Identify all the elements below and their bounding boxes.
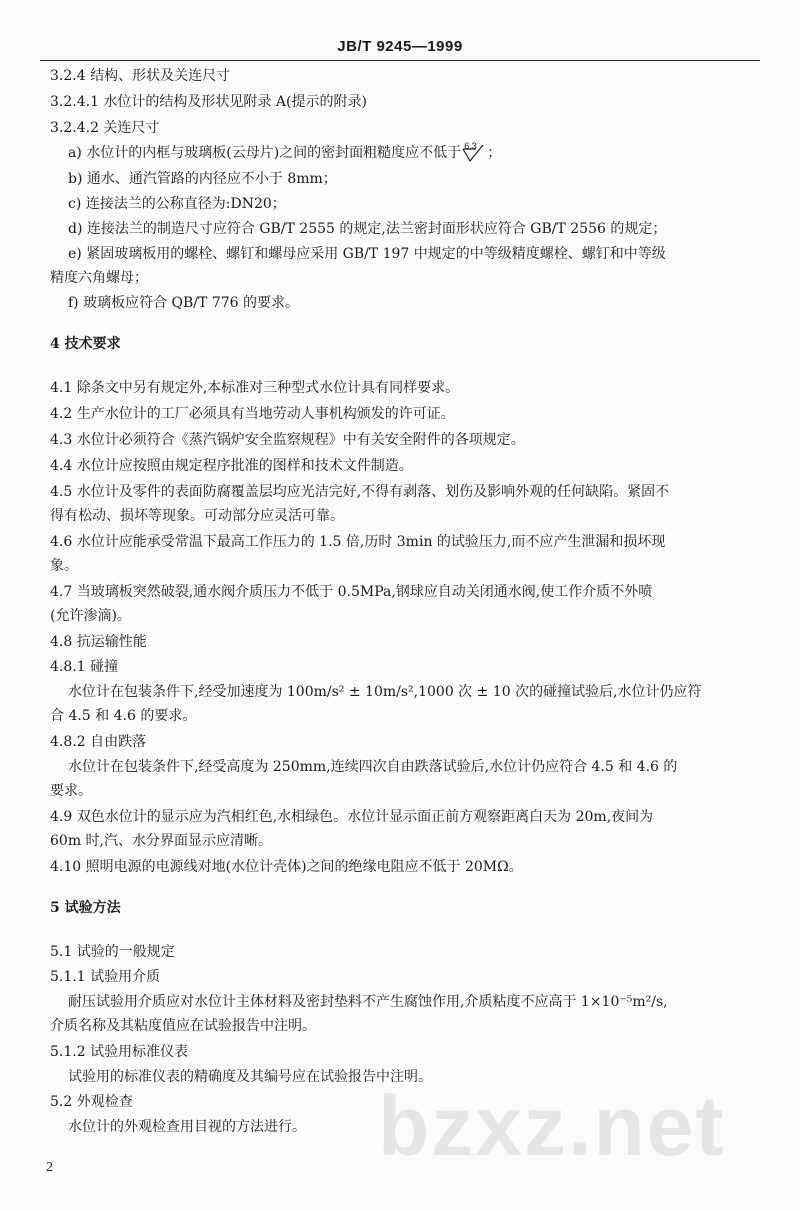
section-heading: 4 技术要求 [50,336,121,352]
text-line: 3.2.4.2 关连尺寸 [50,120,160,136]
text-line: f) 玻璃板应符合 QB/T 776 的要求。 [68,295,299,311]
text-line: 5.1.1 试验用介质 [50,969,161,985]
text-line: 4.10 照明电源的电源线对地(水位计壳体)之间的绝缘电阻应不低于 20MΩ。 [50,859,523,875]
roughness-value: 6.3 [464,141,477,151]
text-line: 4.9 双色水位计的显示应为汽相红色,水相绿色。水位计显示面正前方观察距离白天为 20m,夜间为 [50,809,654,825]
text-line: 精度六角螺母； [50,270,148,286]
text-line: 合 4.5 和 4.6 的要求。 [50,708,197,724]
text-line-part: ； [487,145,502,161]
text-line: 介质名称及其粘度值应在试验报告中注明。 [50,1018,316,1034]
text-line: 水位计的外观检查用目视的方法进行。 [68,1119,306,1135]
text-line-part: a) 水位计的内框与玻璃板(云母片)之间的密封面粗糙度应不低于 [68,145,462,161]
text-line: 水位计在包装条件下,经受高度为 250mm,连续四次自由跌落试验后,水位计仍应符合 4.5 和 4.6 的 [68,759,678,775]
text-line: b) 通水、通汽管路的内径应不小于 8mm； [68,171,337,187]
text-line: 4.2 生产水位计的工厂必须具有当地劳动人事机构颁发的许可证。 [50,406,455,422]
text-line: d) 连接法兰的制造尺寸应符合 GB/T 2555 的规定,法兰密封面形状应符合 GB/T 2556 的规定； [68,221,667,237]
text-line: e) 紧固玻璃板用的螺栓、螺钉和螺母应采用 GB/T 197 中规定的中等级精度螺栓、螺钉和中等级 [68,246,666,262]
text-line: c) 连接法兰的公称直径为:DN20； [68,196,286,212]
text-line: 4.5 水位计及零件的表面防腐覆盖层均应光洁完好,不得有剥落、划伤及影响外观的任何缺陷。紧固不 [50,484,670,500]
text-line: 4.6 水位计应能承受常温下最高工作压力的 1.5 倍,历时 3min 的试验压力,而不应产生泄漏和损坏现 [50,534,666,550]
text-line: 4.8.1 碰撞 [50,659,119,675]
text-line: 试验用的标准仪表的精确度及其编号应在试验报告中注明。 [68,1069,432,1085]
text-line: 60m 时,汽、水分界面显示应清晰。 [50,833,272,849]
text-line: (允许渗滴)。 [50,608,131,624]
text-line: 要求。 [50,783,92,799]
text-line: 4.7 当玻璃板突然破裂,通水阀介质压力不低于 0.5MPa,钢球应自动关闭通水阀,使工作介质不外喷 [50,584,653,600]
text-line: 象。 [50,558,78,574]
page-header: JB/T 9245—1999 [337,38,463,55]
text-line: 4.8.2 自由跌落 [50,734,147,750]
text-line: 4.3 水位计必须符合《蒸汽锅炉安全监察规程》中有关安全附件的各项规定。 [50,432,525,448]
text-line: 3.2.4.1 水位计的结构及形状见附录 A(提示的附录) [50,94,367,110]
section-heading: 5 试验方法 [50,900,121,916]
text-line: 得有松动、损坏等现象。可动部分应灵活可靠。 [50,508,344,524]
text-line: 4.1 除条文中另有规定外,本标准对三种型式水位计具有同样要求。 [50,380,460,396]
text-line: 5.1.2 试验用标准仪表 [50,1044,189,1060]
text-line: 5.1 试验的一般规定 [50,944,175,960]
text-line: 4.4 水位计应按照由规定程序批准的图样和技术文件制造。 [50,458,413,474]
text-line [68,143,760,163]
text-line: 水位计在包装条件下,经受加速度为 100m/s² ± 10m/s²,1000 次 ± 10 次的碰撞试验后,水位计仍应符 [68,684,702,700]
text-line: 3.2.4 结构、形状及关连尺寸 [50,68,231,84]
text-line: 耐压试验用介质应对水位计主体材料及密封垫料不产生腐蚀作用,介质粘度不应高于 1×10⁻⁵m²/s, [68,994,668,1010]
surface-roughness-icon [461,143,487,163]
page-number: 2 [46,1160,53,1175]
watermark: bzxz.net [378,1079,726,1173]
text-line: 4.8 抗运输性能 [50,634,147,650]
text-line: 5.2 外观检查 [50,1094,133,1110]
header-rule [40,60,760,61]
